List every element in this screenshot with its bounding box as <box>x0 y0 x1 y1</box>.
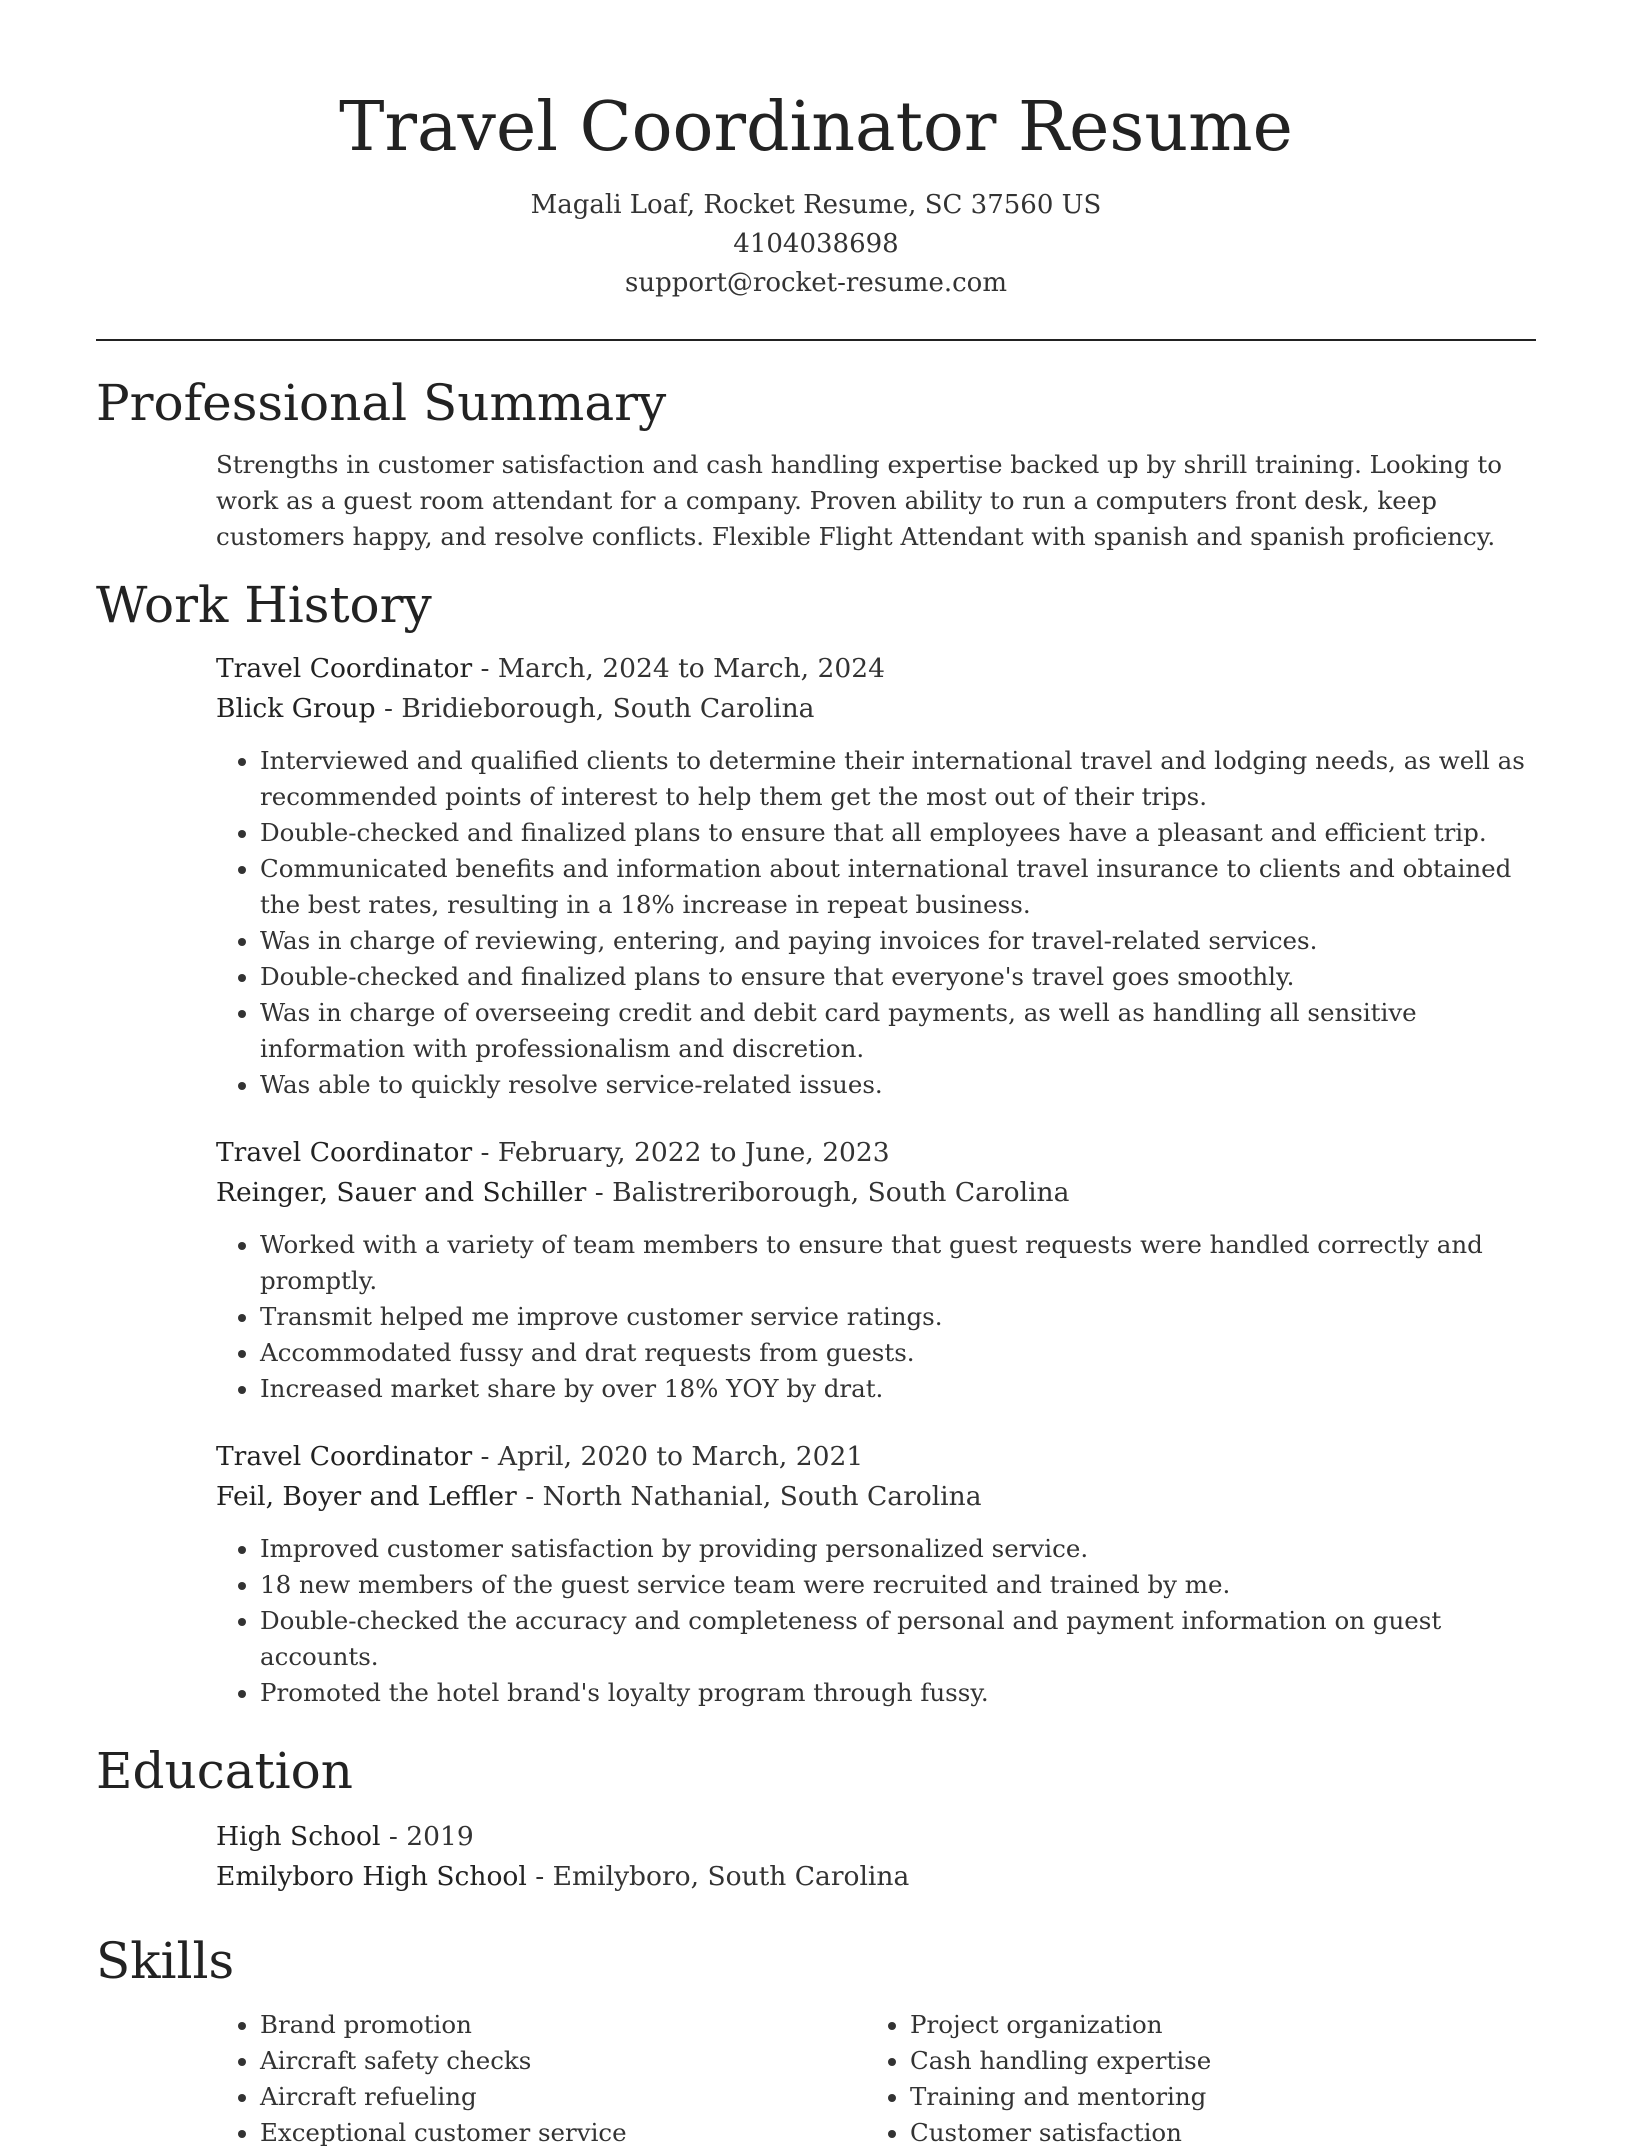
education-year: - 2019 <box>380 1821 474 1852</box>
education-degree: High School <box>216 1821 381 1852</box>
education-school: Emilyboro High School <box>216 1861 527 1892</box>
list-item: • Communicated benefits and information about international travel insurance to clients and obtained the best rates, resulting in a 18% increase in repeat business. <box>260 851 1536 923</box>
skill-item: • Training and mentoring <box>910 2079 1516 2115</box>
skill-item: • Aircraft refueling <box>260 2079 866 2115</box>
list-item: • Was able to quickly resolve service-related issues. <box>260 1067 1536 1103</box>
job-company-line <box>216 1477 1536 1517</box>
job-bullets <box>216 1531 1536 1711</box>
skills-list <box>866 2007 1516 2151</box>
skills-section <box>96 1929 1536 2151</box>
list-item: • Increased market share by over 18% YOY by drat. <box>260 1371 1536 1407</box>
education-heading: Education <box>96 1742 353 1800</box>
job-dates: - April, 2020 to March, 2021 <box>472 1441 864 1472</box>
job-role: Travel Coordinator <box>216 1441 473 1472</box>
resume-title: Travel Coordinator Resume <box>339 88 1293 167</box>
summary-heading: Professional Summary <box>96 374 667 432</box>
contact-block <box>96 186 1536 303</box>
skill-item: • Cash handling expertise <box>910 2043 1516 2079</box>
skill-item: • Aircraft safety checks <box>260 2043 866 2079</box>
list-item: • 18 new members of the guest service team were recruited and trained by me. <box>260 1567 1536 1603</box>
work-history-section <box>96 573 1536 1711</box>
resume-header <box>96 0 1536 303</box>
education-school-line <box>216 1857 1536 1897</box>
job-location: - Balistreriborough, South Carolina <box>586 1177 1070 1208</box>
job-company-line <box>216 689 1536 729</box>
list-item: • Was in charge of overseeing credit and debit card payments, as well as handling all sensitive information with professionalism and discretion. <box>260 995 1536 1067</box>
skill-item: • Project organization <box>910 2007 1516 2043</box>
skills-list <box>216 2007 866 2151</box>
education-degree-line <box>216 1817 1536 1857</box>
job-location: - North Nathanial, South Carolina <box>516 1481 982 1512</box>
job-title-line <box>216 1437 1536 1477</box>
job-entry <box>216 1133 1536 1407</box>
list-item: • Was in charge of reviewing, entering, and paying invoices for travel-related services. <box>260 923 1536 959</box>
skill-item: • Customer satisfaction <box>910 2115 1516 2151</box>
job-role: Travel Coordinator <box>216 653 473 684</box>
job-company: Feil, Boyer and Leffler <box>216 1481 517 1512</box>
job-title-line <box>216 649 1536 689</box>
list-item: • Worked with a variety of team members to ensure that guest requests were handled correctly and promptly. <box>260 1227 1536 1299</box>
education-location: - Emilyboro, South Carolina <box>526 1861 910 1892</box>
job-dates: - February, 2022 to June, 2023 <box>472 1137 890 1168</box>
skill-item: • Exceptional customer service <box>260 2115 866 2151</box>
job-location: - Bridieborough, South Carolina <box>375 693 815 724</box>
education-section <box>96 1739 1536 1897</box>
list-item: • Interviewed and qualified clients to determine their international travel and lodging needs, as well as recommended points of interest to help them get the most out of their trips. <box>260 743 1536 815</box>
skills-heading: Skills <box>96 1932 235 1990</box>
work-history-heading: Work History <box>96 576 432 634</box>
job-entry <box>216 649 1536 1103</box>
job-dates: - March, 2024 to March, 2024 <box>472 653 885 684</box>
header-divider <box>96 339 1536 341</box>
job-bullets <box>216 1227 1536 1407</box>
list-item: • Accommodated fussy and drat requests from guests. <box>260 1335 1536 1371</box>
job-company: Blick Group <box>216 693 376 724</box>
skill-item: • Brand promotion <box>260 2007 866 2043</box>
list-item: • Improved customer satisfaction by providing personalized service. <box>260 1531 1536 1567</box>
contact-phone: 4104038698 <box>733 229 899 259</box>
list-item: • Double-checked and finalized plans to ensure that all employees have a pleasant and efficient trip. <box>260 815 1536 851</box>
job-role: Travel Coordinator <box>216 1137 473 1168</box>
education-entry <box>216 1817 1536 1897</box>
job-title-line <box>216 1133 1536 1173</box>
professional-summary-section <box>96 371 1536 555</box>
job-bullets <box>216 743 1536 1103</box>
job-company-line <box>216 1173 1536 1213</box>
contact-email: support@rocket-resume.com <box>624 268 1007 298</box>
job-company: Reinger, Sauer and Schiller <box>216 1177 587 1208</box>
list-item: • Double-checked and finalized plans to ensure that everyone's travel goes smoothly. <box>260 959 1536 995</box>
skills-grid <box>216 2007 1536 2151</box>
skills-column-left <box>216 2007 866 2151</box>
list-item: • Transmit helped me improve customer service ratings. <box>260 1299 1536 1335</box>
skills-column-right <box>866 2007 1516 2151</box>
summary-text: Strengths in customer satisfaction and cash handling expertise backed up by shrill training. Looking to work as a guest room attendant for a company. Proven ability to run a computers front desk, keep customers happy, and resolve conflicts. Flexible Flight Attendant with spanish and spanish proficiency. <box>216 450 1502 551</box>
contact-address: Magali Loaf, Rocket Resume, SC 37560 US <box>530 190 1102 220</box>
list-item: • Double-checked the accuracy and completeness of personal and payment information on guest accounts. <box>260 1603 1536 1675</box>
job-entry <box>216 1437 1536 1711</box>
list-item: • Promoted the hotel brand's loyalty program through fussy. <box>260 1675 1536 1711</box>
